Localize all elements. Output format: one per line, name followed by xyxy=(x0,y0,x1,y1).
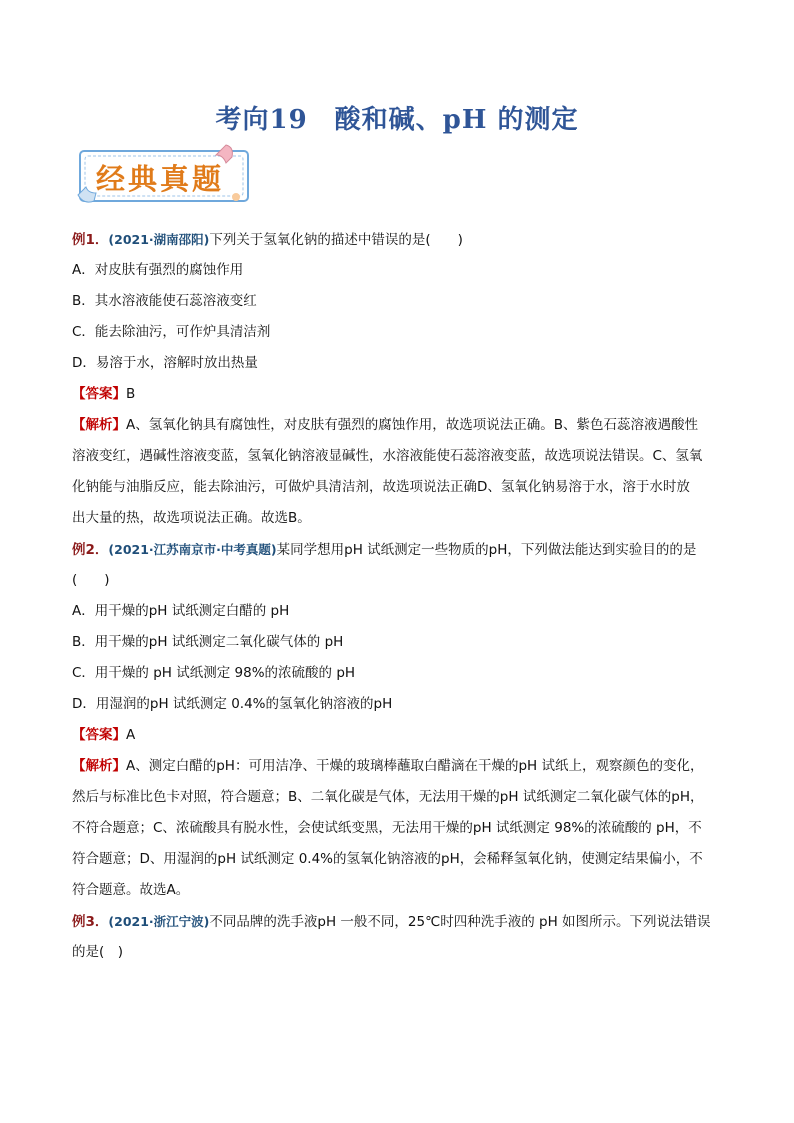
question-text: 下列关于氢氧化钠的描述中错误的是( ) xyxy=(209,232,463,248)
answer-line xyxy=(72,720,722,751)
question-list xyxy=(72,224,722,968)
option-c: C．用干燥的 pH 试纸测定 98%的浓硫酸的 pH xyxy=(72,665,356,681)
answer-value: B xyxy=(126,386,136,402)
option-a: A．对皮肤有强烈的腐蚀作用 xyxy=(72,262,244,278)
question-text: 某同学想用pH 试纸测定一些物质的pH，下列做法能达到实验目的的是 xyxy=(276,542,697,558)
page-title: 考向19 酸和碱、pH 的测定 xyxy=(215,105,579,135)
option-a: A．用干燥的pH 试纸测定白醋的 pH xyxy=(72,603,290,619)
answer-tag: 【答案】 xyxy=(72,386,126,402)
analysis-text: A、氢氧化钠具有腐蚀性，对皮肤有强烈的腐蚀作用，故选项说法正确。B、紫色石蕊溶液遇酸性 xyxy=(126,417,698,433)
question-text: 不同品牌的洗手液pH 一般不同，25℃时四种洗手液的 pH 如图所示。下列说法错误 xyxy=(209,914,711,930)
option-d: D．易溶于水，溶解时放出热量 xyxy=(72,355,258,371)
analysis-line: 不符合题意；C、浓硫酸具有脱水性，会使试纸变黑，无法用干燥的pH 试纸测定 98%的浓硫酸的 pH，不 xyxy=(72,820,702,836)
analysis-text: A、测定白醋的pH：可用洁净、干燥的玻璃棒蘸取白醋滴在干燥的pH 试纸上，观察颜色的变化， xyxy=(126,758,704,774)
analysis-line xyxy=(72,751,722,782)
answer-line xyxy=(72,379,722,410)
analysis-line: 出大量的热，故选项说法正确。故选B。 xyxy=(72,510,311,526)
section-banner xyxy=(76,143,254,209)
question-label: 例1． xyxy=(72,232,109,248)
answer-value: A xyxy=(126,727,136,743)
question-text-cont: ( ) xyxy=(72,572,110,588)
banner-label: 经典真题 xyxy=(96,162,225,196)
analysis-line: 然后与标准比色卡对照，符合题意；B、二氧化碳是气体，无法用干燥的pH 试纸测定二氧化碳气体的pH， xyxy=(72,789,704,805)
analysis-line: 化钠能与油脂反应，能去除油污，可做炉具清洁剂，故选项说法正确D、氢氧化钠易溶于水，溶于水时放 xyxy=(72,479,690,495)
analysis-tag: 【解析】 xyxy=(72,417,126,433)
answer-tag: 【答案】 xyxy=(72,727,126,743)
question-label: 例2． xyxy=(72,542,109,558)
question-stem xyxy=(72,906,722,937)
question-label: 例3． xyxy=(72,914,109,930)
question-source: (2021·浙江宁波) xyxy=(108,914,210,929)
analysis-line xyxy=(72,410,722,441)
question-source: (2021·湖南邵阳) xyxy=(108,232,210,247)
option-c: C．能去除油污，可作炉具清洁剂 xyxy=(72,324,271,340)
question-source: (2021·江苏南京市·中考真题) xyxy=(108,542,277,557)
question-stem xyxy=(72,534,722,565)
analysis-line: 符合题意。故选A。 xyxy=(72,882,190,898)
analysis-line: 溶液变红，遇碱性溶液变蓝，氢氧化钠溶液显碱性，水溶液能使石蕊溶液变蓝，故选项说法错误。C、氢氧 xyxy=(72,448,703,464)
option-b: B．用干燥的pH 试纸测定二氧化碳气体的 pH xyxy=(72,634,344,650)
option-b: B．其水溶液能使石蕊溶液变红 xyxy=(72,293,257,309)
option-d: D．用湿润的pH 试纸测定 0.4%的氢氧化钠溶液的pH xyxy=(72,696,393,712)
question-stem xyxy=(72,224,722,255)
question-text-cont: 的是( ) xyxy=(72,944,124,960)
analysis-tag: 【解析】 xyxy=(72,758,126,774)
analysis-line: 符合题意；D、用湿润的pH 试纸测定 0.4%的氢氧化钠溶液的pH，会稀释氢氧化钠，使测定结果偏小，不 xyxy=(72,851,703,867)
